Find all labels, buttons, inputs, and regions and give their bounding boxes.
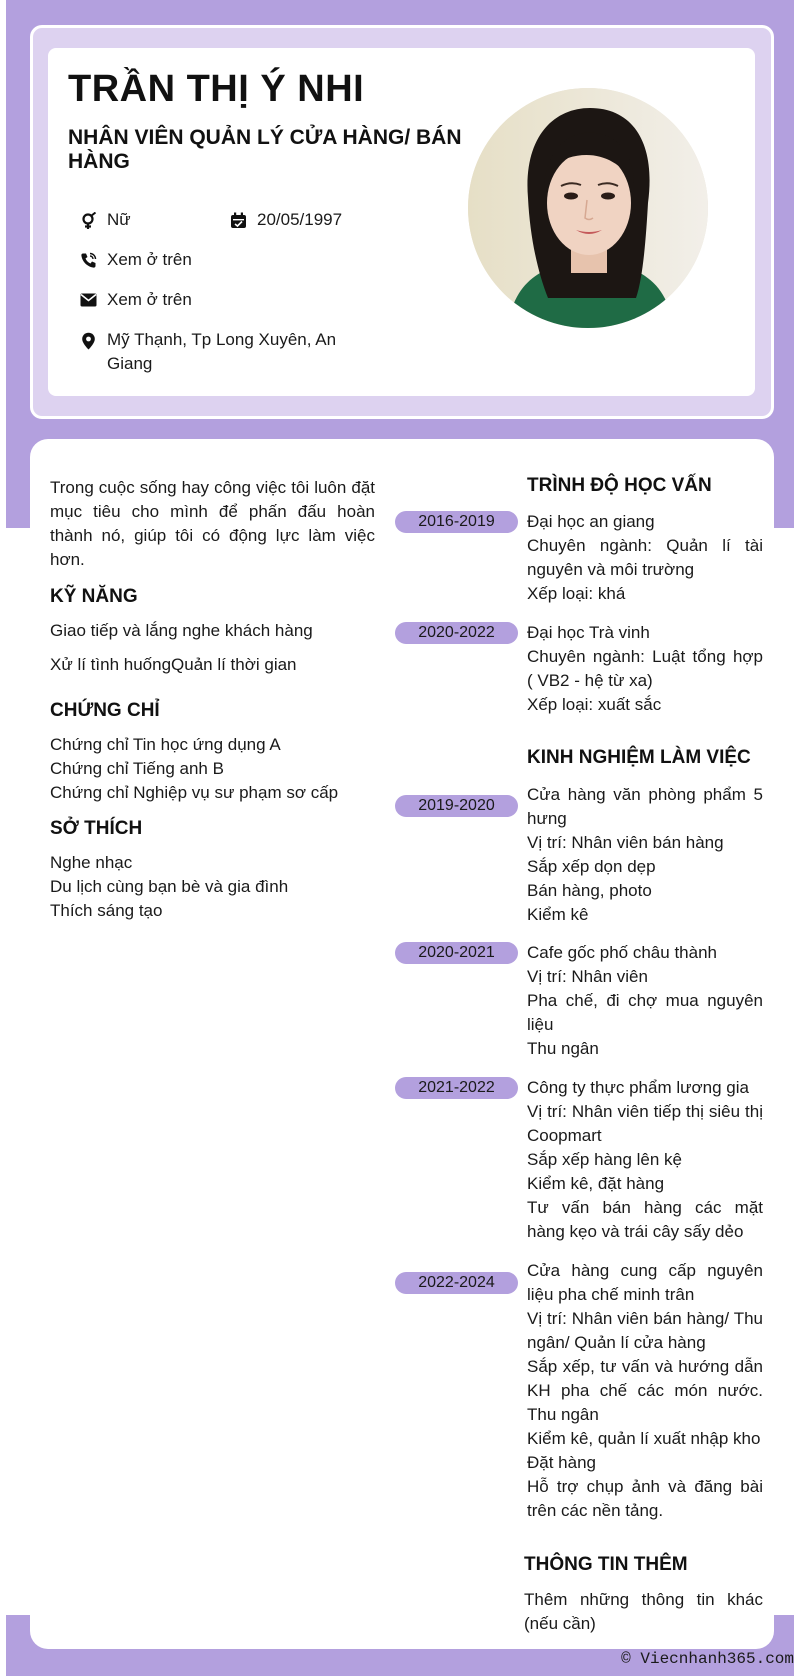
experience-line: Công ty thực phẩm lương gia <box>527 1078 749 1097</box>
experience-line: Vị trí: Nhân viên <box>527 967 648 986</box>
education-period-badge: 2020-2022 <box>395 622 518 644</box>
experience-line: Kiểm kê, đặt hàng <box>527 1174 665 1193</box>
hobby-item: Nghe nhạc <box>50 853 133 872</box>
birthdate-value: 20/05/1997 <box>257 210 343 229</box>
education-line: Xếp loại: xuất sắc <box>527 695 662 714</box>
experience-entry <box>527 1259 763 1523</box>
education-line: Chuyên ngành: Quản lí tài nguyên và môi trường <box>527 536 763 579</box>
skills-title: KỸ NĂNG <box>50 586 138 607</box>
education-title: TRÌNH ĐỘ HỌC VẤN <box>527 475 712 496</box>
phone-value: Xem ở trên <box>107 250 192 269</box>
experience-line: Tư vấn bán hàng các mặt hàng kẹo và trái cây sấy dẻo <box>527 1198 763 1241</box>
address-value: Mỹ Thạnh, Tp Long Xuyên, An Giang <box>107 330 337 373</box>
skills-item: Giao tiếp và lắng nghe khách hàng <box>50 621 313 640</box>
additional-info-text: Thêm những thông tin khác (nếu cần) <box>524 1590 763 1633</box>
experience-period-badge: 2021-2022 <box>395 1077 518 1099</box>
certificate-item: Chứng chỉ Nghiệp vụ sư phạm sơ cấp <box>50 783 339 802</box>
candidate-name: TRẦN THỊ Ý NHI <box>68 68 365 110</box>
experience-period-badge: 2019-2020 <box>395 795 518 817</box>
hobby-item: Du lịch cùng bạn bè và gia đình <box>50 877 289 896</box>
experience-entry <box>527 783 763 927</box>
footer-credit: © Viecnhanh365.com <box>621 1650 794 1668</box>
hobbies-title: SỞ THÍCH <box>50 818 143 839</box>
experience-line: Sắp xếp dọn dẹp <box>527 857 656 876</box>
experience-line: Sắp xếp hàng lên kệ <box>527 1150 683 1169</box>
certificate-item: Chứng chỉ Tiếng anh B <box>50 759 224 778</box>
experience-line: Vị trí: Nhân viên bán hàng <box>527 833 724 852</box>
education-line: Xếp loại: khá <box>527 584 626 603</box>
phone-item <box>80 248 192 272</box>
experience-line: Bán hàng, photo <box>527 881 652 900</box>
experience-line: Pha chế, đi chợ mua nguyên liệu <box>527 991 763 1034</box>
gender-icon <box>80 212 97 230</box>
experience-line: Đặt hàng <box>527 1453 596 1472</box>
experience-entry <box>527 1076 763 1244</box>
experience-line: Vị trí: Nhân viên tiếp thị siêu thị Coopmart <box>527 1102 763 1145</box>
experience-line: Kiểm kê, quản lí xuất nhập kho <box>527 1429 761 1448</box>
experience-line: Cửa hàng cung cấp nguyên liệu pha chế minh trân <box>527 1261 763 1304</box>
experience-title: KINH NGHIỆM LÀM VIỆC <box>527 747 751 768</box>
experience-line: Cafe gốc phố châu thành <box>527 943 717 962</box>
skills-item: Xử lí tình huốngQuản lí thời gian <box>50 655 297 674</box>
address-item <box>80 328 340 376</box>
experience-line: Sắp xếp, tư vấn và hướng dẫn KH pha chế các món nước. Thu ngân <box>527 1357 763 1424</box>
phone-icon <box>80 252 97 269</box>
experience-period-badge: 2020-2021 <box>395 942 518 964</box>
gender-item <box>80 208 131 232</box>
certificate-item: Chứng chỉ Tin học ứng dụng A <box>50 735 281 754</box>
calendar-icon <box>230 212 247 229</box>
education-period-badge: 2016-2019 <box>395 511 518 533</box>
experience-line: Hỗ trợ chụp ảnh và đăng bài trên các nền tảng. <box>527 1477 763 1520</box>
experience-line: Kiểm kê <box>527 905 589 924</box>
map-pin-icon <box>80 332 97 350</box>
experience-line: Cửa hàng văn phòng phẩm 5 hưng <box>527 785 763 828</box>
education-line: Đại học Trà vinh <box>527 623 650 642</box>
job-position: NHÂN VIÊN QUẢN LÝ CỬA HÀNG/ BÁN HÀNG <box>68 126 462 173</box>
experience-line: Thu ngân <box>527 1039 599 1058</box>
experience-entry <box>527 941 763 1061</box>
hobby-item: Thích sáng tạo <box>50 901 163 920</box>
experience-line: Vị trí: Nhân viên bán hàng/ Thu ngân/ Quản lí cửa hàng <box>527 1309 763 1352</box>
gender-value: Nữ <box>107 210 131 229</box>
education-entry <box>527 510 763 606</box>
career-objective: Trong cuộc sống hay công việc tôi luôn đặt mục tiêu cho mình để phấn đấu hoàn thành nó, giúp tôi có động lực làm việc hơn. <box>50 478 375 569</box>
experience-period-badge: 2022-2024 <box>395 1272 518 1294</box>
certificates-title: CHỨNG CHỈ <box>50 700 160 721</box>
portrait-image <box>468 88 708 328</box>
envelope-icon <box>80 292 97 307</box>
education-line: Chuyên ngành: Luật tổng hợp ( VB2 - hệ từ xa) <box>527 647 763 690</box>
education-line: Đại học an giang <box>527 512 655 531</box>
additional-info-title: THÔNG TIN THÊM <box>524 1554 688 1575</box>
email-value: Xem ở trên <box>107 290 192 309</box>
email-item <box>80 288 192 312</box>
education-entry <box>527 621 763 717</box>
birthdate-item <box>230 208 342 232</box>
avatar <box>468 88 708 328</box>
